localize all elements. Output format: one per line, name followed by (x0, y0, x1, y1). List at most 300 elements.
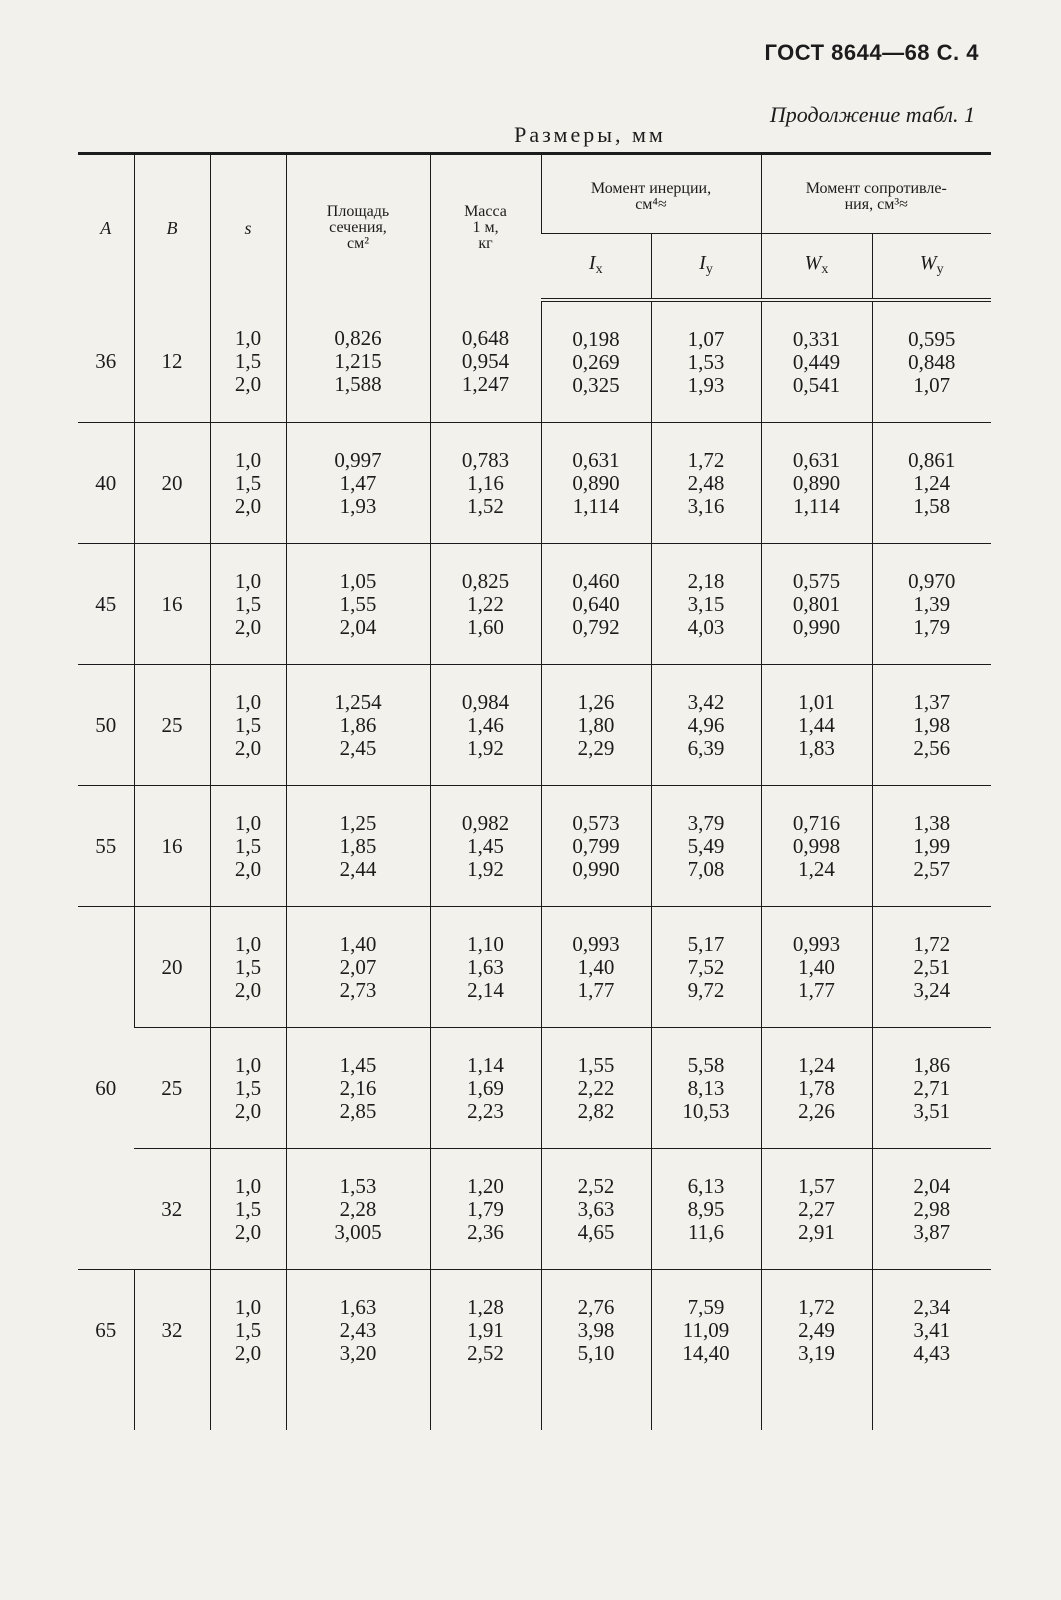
cell-s-value: 1,5 (234, 591, 262, 616)
cell-s (210, 1270, 286, 1391)
cell-area-value: 1,53 (339, 1173, 377, 1198)
cell-A: 55 (78, 786, 134, 907)
table-body (78, 300, 991, 1430)
cell-Wy (872, 665, 991, 786)
cell-Wy (872, 1149, 991, 1270)
cell-Wy-value: 0,848 (908, 349, 956, 374)
cell-Iy-value: 2,18 (687, 568, 725, 593)
cell-Wy-value: 4,43 (913, 1340, 951, 1365)
cell-Wx-value: 2,49 (798, 1317, 835, 1342)
cell-area-value: 1,93 (339, 493, 377, 518)
table-row (78, 300, 991, 423)
cell-B: 16 (134, 786, 210, 907)
cell-Iy-value: 8,95 (687, 1196, 725, 1221)
table-wrapper (78, 152, 991, 1430)
cell-area-value: 1,47 (339, 470, 377, 495)
cell-mass-value: 1,79 (467, 1196, 504, 1221)
cell-mass-value: 1,69 (467, 1075, 504, 1100)
cell-area (286, 300, 430, 423)
cell-s-value: 2,0 (234, 614, 262, 639)
cell-Iy-value: 3,42 (687, 689, 725, 714)
cell-Iy (651, 665, 761, 786)
document-header: ГОСТ 8644—68 С. 4 (764, 40, 979, 65)
cell-Wy-value: 1,79 (913, 614, 951, 639)
cell-Iy-value: 14,40 (682, 1340, 730, 1365)
cell-mass-value: 0,984 (461, 689, 510, 714)
cell-Iy (651, 1270, 761, 1391)
cell-Wx-value: 0,990 (792, 614, 841, 639)
cell-area-value: 1,86 (339, 712, 377, 737)
cell-Wx-value: 1,44 (798, 712, 835, 737)
cell-Wx-value: 2,91 (798, 1219, 835, 1244)
cell-Wx (761, 665, 872, 786)
cell-Wy-value: 1,39 (913, 591, 951, 616)
cell-Iy-value: 3,79 (687, 810, 725, 835)
cell-Wy (872, 423, 991, 544)
cell-s-value: 1,0 (234, 1294, 262, 1319)
blank-cell (541, 1390, 651, 1430)
cell-Wy (872, 907, 991, 1028)
col-header-inertia-line1: Момент инерции, (590, 180, 712, 197)
cell-area-value: 1,85 (339, 833, 377, 858)
cell-Ix (541, 1028, 651, 1149)
cell-Wx-value: 0,993 (792, 931, 841, 956)
cell-mass-value: 2,36 (467, 1219, 504, 1244)
cell-Wx-value: 2,26 (798, 1098, 835, 1123)
cell-Wx (761, 300, 872, 423)
cell-Wy-value: 3,24 (913, 977, 951, 1002)
cell-s (210, 423, 286, 544)
col-header-inertia-line2: см⁴≈ (635, 196, 667, 213)
col-header-Ix-main: I (588, 251, 596, 274)
col-header-resistance-line2: ния, см³≈ (844, 196, 908, 213)
cell-s-value: 1,5 (234, 833, 262, 858)
cell-Ix (541, 786, 651, 907)
cell-s (210, 544, 286, 665)
cell-s-value: 1,0 (234, 810, 262, 835)
cell-mass-value: 1,16 (467, 470, 504, 495)
col-header-area-line1: Площадь (326, 202, 390, 220)
cell-Ix-value: 5,10 (577, 1340, 615, 1365)
col-header-mass-line3: кг (478, 234, 493, 252)
cell-Wx-value: 3,19 (798, 1340, 835, 1365)
cell-mass (430, 1149, 541, 1270)
table-row (78, 786, 991, 907)
cell-A: 60 (78, 907, 134, 1270)
col-header-B: B (134, 154, 210, 301)
cell-area (286, 1270, 430, 1391)
cell-Ix (541, 300, 651, 423)
cell-s-value: 2,0 (234, 856, 262, 881)
cell-Wy-value: 1,38 (913, 810, 951, 835)
col-header-inertia (541, 154, 761, 234)
cell-s-value: 1,0 (234, 325, 262, 350)
cell-Ix-value: 3,63 (577, 1196, 615, 1221)
cell-A: 45 (78, 544, 134, 665)
cell-mass (430, 1028, 541, 1149)
blank-cell (78, 1390, 134, 1430)
cell-Wy-value: 0,970 (908, 568, 956, 593)
table-continuation-note: Продолжение табл. 1 (769, 102, 975, 127)
cell-Wy-value: 0,861 (908, 447, 956, 472)
cell-s-value: 2,0 (234, 493, 262, 518)
cell-Iy (651, 300, 761, 423)
cell-s (210, 1149, 286, 1270)
cell-Iy-value: 11,09 (682, 1317, 730, 1342)
cell-mass-value: 1,247 (461, 371, 510, 396)
cell-Ix (541, 665, 651, 786)
cell-Ix-value: 0,799 (572, 833, 620, 858)
cell-s-value: 1,0 (234, 1173, 262, 1198)
cell-Iy-value: 3,16 (687, 493, 725, 518)
cell-Wx-value: 0,575 (792, 568, 841, 593)
cell-B: 12 (134, 300, 210, 423)
col-header-Ix (541, 234, 651, 301)
cell-mass-value: 1,92 (467, 735, 504, 760)
cell-Wy-value: 2,34 (913, 1294, 951, 1319)
cell-Wy (872, 786, 991, 907)
cell-Iy-value: 6,39 (687, 735, 725, 760)
cell-s (210, 907, 286, 1028)
cell-s-value: 2,0 (234, 1098, 262, 1123)
cell-Wy (872, 300, 991, 423)
col-header-Ix-sub: x (595, 261, 603, 277)
cell-Ix-value: 0,573 (572, 810, 620, 835)
cell-Iy-value: 1,07 (687, 326, 725, 351)
col-header-area-line2: сечения, (329, 218, 387, 236)
cell-mass-value: 1,10 (467, 931, 504, 956)
cell-Wy-value: 1,86 (913, 1052, 951, 1077)
cell-Iy-value: 1,72 (687, 447, 725, 472)
cell-B: 32 (134, 1270, 210, 1391)
cell-Wy-value: 1,37 (913, 689, 951, 714)
cell-area-value: 2,07 (339, 954, 377, 979)
cell-Wx-value: 1,01 (798, 689, 835, 714)
cell-mass-value: 1,20 (467, 1173, 504, 1198)
cell-area (286, 907, 430, 1028)
cell-area-value: 0,826 (334, 325, 382, 350)
col-header-mass-line1: Масса (464, 202, 507, 220)
cell-Iy-value: 11,6 (688, 1219, 724, 1244)
cell-Wx-value: 0,801 (792, 591, 841, 616)
cell-Ix-value: 0,993 (572, 931, 620, 956)
cell-A: 50 (78, 665, 134, 786)
cell-Wx-value: 0,998 (792, 833, 841, 858)
cell-s-value: 2,0 (234, 371, 262, 396)
cell-Ix-value: 2,82 (577, 1098, 615, 1123)
cell-Ix-value: 1,26 (577, 689, 615, 714)
cell-s-value: 2,0 (234, 977, 262, 1002)
cell-Ix-value: 1,40 (577, 954, 615, 979)
cell-Ix-value: 1,55 (577, 1052, 615, 1077)
cell-B: 32 (134, 1149, 210, 1270)
cell-Wx-value: 1,24 (798, 1052, 835, 1077)
cell-area-value: 3,20 (339, 1340, 377, 1365)
cell-Wx-value: 0,331 (792, 326, 841, 351)
cell-Ix-value: 0,890 (572, 470, 620, 495)
cell-mass-value: 1,60 (467, 614, 504, 639)
cell-mass-value: 0,954 (461, 348, 510, 373)
cell-Wx-value: 0,716 (792, 810, 841, 835)
cell-mass-value: 0,783 (461, 447, 510, 472)
table-row (78, 1149, 991, 1270)
cell-B: 20 (134, 907, 210, 1028)
cell-A: 36 (95, 348, 117, 373)
cell-Wy (872, 1028, 991, 1149)
cell-mass-value: 1,22 (467, 591, 504, 616)
cell-Wx (761, 1028, 872, 1149)
cell-area-value: 2,44 (339, 856, 377, 881)
col-header-Iy-main: I (699, 251, 706, 274)
cell-Ix-value: 0,460 (572, 568, 620, 593)
cell-mass-value: 1,92 (467, 856, 504, 881)
col-header-area-line3: см² (346, 234, 370, 252)
cell-Ix-value: 0,792 (572, 614, 620, 639)
cell-Wx-value: 1,57 (798, 1173, 835, 1198)
blank-cell (286, 1390, 430, 1430)
cell-area (286, 665, 430, 786)
cell-area-value: 1,45 (339, 1052, 377, 1077)
cell-Wx-value: 0,449 (792, 349, 841, 374)
col-header-area (286, 154, 430, 301)
cell-Iy (651, 423, 761, 544)
cell-Wy-value: 1,72 (913, 931, 951, 956)
col-header-Wx-sub: x (821, 261, 829, 277)
cell-area-value: 2,73 (339, 977, 377, 1002)
table-caption: Размеры, мм (514, 122, 666, 147)
blank-cell (134, 1390, 210, 1430)
cell-mass (430, 300, 541, 423)
cell-Wx-value: 1,77 (798, 977, 835, 1002)
cell-Ix-value: 2,29 (577, 735, 615, 760)
cell-Wx (761, 907, 872, 1028)
cell-Ix-value: 1,114 (572, 493, 620, 518)
cell-Wx-value: 0,890 (792, 470, 841, 495)
cell-area-value: 2,45 (339, 735, 377, 760)
cell-s-value: 1,5 (234, 1196, 262, 1221)
cell-Wx-value: 0,631 (792, 447, 841, 472)
cell-mass (430, 544, 541, 665)
cell-mass-value: 1,63 (467, 954, 504, 979)
cell-Wx-value: 0,541 (792, 372, 841, 397)
cell-Iy (651, 1149, 761, 1270)
col-header-resistance (761, 154, 991, 234)
cell-Wy-value: 2,04 (913, 1173, 951, 1198)
cell-Wy-value: 0,595 (908, 326, 956, 351)
col-header-Iy (651, 234, 761, 301)
cell-mass-value: 1,91 (467, 1317, 504, 1342)
cell-Iy-value: 6,13 (687, 1173, 725, 1198)
cell-Wx (761, 1149, 872, 1270)
cell-Wy-value: 2,98 (913, 1196, 951, 1221)
cell-Wx (761, 786, 872, 907)
col-header-A: A (78, 154, 134, 301)
col-header-mass (430, 154, 541, 301)
col-header-resistance-line1: Момент сопротивле- (805, 180, 947, 197)
cell-Iy (651, 1028, 761, 1149)
cell-B: 20 (134, 423, 210, 544)
cell-area-value: 3,005 (334, 1219, 382, 1244)
col-header-Wy-main: W (919, 251, 937, 274)
cell-Ix-value: 0,640 (572, 591, 620, 616)
cell-Wy (872, 1270, 991, 1391)
cell-Ix-value: 0,631 (572, 447, 620, 472)
cell-area-value: 1,25 (339, 810, 377, 835)
col-header-s: s (210, 154, 286, 301)
cell-Wx-value: 1,72 (798, 1294, 835, 1319)
cell-area-value: 2,16 (339, 1075, 377, 1100)
cell-Wy-value: 2,56 (913, 735, 951, 760)
cell-s-value: 1,5 (234, 470, 262, 495)
cell-Wy-value: 3,41 (913, 1317, 951, 1342)
cell-Wy-value: 2,71 (913, 1075, 951, 1100)
col-header-Wx (761, 234, 872, 301)
cell-Iy-value: 2,48 (687, 470, 725, 495)
cell-Wx-value: 1,78 (798, 1075, 835, 1100)
cell-mass (430, 786, 541, 907)
blank-cell (210, 1390, 286, 1430)
cell-s-value: 2,0 (234, 1219, 262, 1244)
cell-Ix (541, 1270, 651, 1391)
blank-cell (872, 1390, 991, 1430)
cell-area (286, 423, 430, 544)
cell-Iy-value: 5,58 (687, 1052, 725, 1077)
cell-mass-value: 0,648 (461, 325, 510, 350)
cell-mass-value: 0,982 (461, 810, 510, 835)
cell-Ix-value: 0,990 (572, 856, 620, 881)
table-row (78, 665, 991, 786)
cell-area-value: 1,40 (339, 931, 377, 956)
cell-mass-value: 2,23 (467, 1098, 504, 1123)
cell-Iy-value: 3,15 (687, 591, 725, 616)
cell-Ix (541, 423, 651, 544)
cell-Wy-value: 1,58 (913, 493, 951, 518)
cell-Wy-value: 1,99 (913, 833, 951, 858)
cell-Ix (541, 544, 651, 665)
table-row (78, 1270, 991, 1391)
cell-A: 65 (78, 1270, 134, 1391)
cell-mass-value: 1,46 (467, 712, 504, 737)
cell-B: 25 (134, 1028, 210, 1149)
cell-mass-value: 1,45 (467, 833, 504, 858)
col-header-mass-line2: 1 м, (472, 218, 499, 236)
cell-Iy-value: 7,52 (687, 954, 725, 979)
cell-Iy-value: 4,03 (687, 614, 725, 639)
cell-mass-value: 1,28 (467, 1294, 504, 1319)
cell-Ix-value: 3,98 (577, 1317, 615, 1342)
cell-Ix-value: 0,198 (572, 326, 620, 351)
blank-cell (761, 1390, 872, 1430)
cell-s-value: 1,5 (234, 1075, 262, 1100)
cell-s (210, 786, 286, 907)
cell-Wy-value: 2,51 (913, 954, 951, 979)
cell-Iy (651, 544, 761, 665)
cell-Wx-value: 1,83 (798, 735, 835, 760)
col-header-Iy-sub: y (705, 261, 713, 277)
cell-B: 25 (134, 665, 210, 786)
cell-s-value: 1,5 (234, 954, 262, 979)
dimensions-table (78, 152, 991, 1430)
cell-s (210, 665, 286, 786)
cell-Wy-value: 1,07 (913, 372, 951, 397)
cell-area-value: 1,254 (334, 689, 382, 714)
cell-Iy (651, 907, 761, 1028)
cell-s-value: 1,5 (234, 712, 262, 737)
cell-s-value: 1,0 (234, 931, 262, 956)
blank-cell (651, 1390, 761, 1430)
blank-cell (430, 1390, 541, 1430)
cell-Wx-value: 1,40 (798, 954, 835, 979)
cell-Iy-value: 5,49 (687, 833, 725, 858)
cell-Ix-value: 4,65 (577, 1219, 615, 1244)
cell-Wy-value: 2,57 (913, 856, 951, 881)
cell-Ix-value: 2,76 (577, 1294, 615, 1319)
cell-Iy-value: 1,93 (687, 372, 725, 397)
cell-mass-value: 2,14 (467, 977, 504, 1002)
cell-area-value: 2,04 (339, 614, 377, 639)
cell-Ix-value: 0,269 (572, 349, 620, 374)
table-row (78, 423, 991, 544)
cell-area-value: 1,588 (334, 371, 382, 396)
cell-Iy-value: 5,17 (687, 931, 725, 956)
cell-Iy-value: 10,53 (682, 1098, 730, 1123)
cell-Ix (541, 907, 651, 1028)
cell-mass (430, 423, 541, 544)
cell-Wy-value: 1,98 (913, 712, 951, 737)
cell-Wx-value: 2,27 (798, 1196, 835, 1221)
cell-area (286, 786, 430, 907)
cell-mass (430, 665, 541, 786)
cell-Ix-value: 1,80 (577, 712, 615, 737)
cell-mass (430, 1270, 541, 1391)
table-row (78, 544, 991, 665)
cell-area (286, 1149, 430, 1270)
cell-area (286, 1028, 430, 1149)
cell-Iy (651, 786, 761, 907)
cell-s-value: 2,0 (234, 1340, 262, 1365)
cell-s-value: 1,0 (234, 1052, 262, 1077)
cell-area-value: 2,85 (339, 1098, 377, 1123)
cell-B: 16 (134, 544, 210, 665)
table-row (78, 1028, 991, 1149)
table-row-blank (78, 1390, 991, 1430)
cell-area-value: 1,55 (339, 591, 377, 616)
cell-Iy-value: 7,08 (687, 856, 725, 881)
cell-Iy-value: 7,59 (687, 1294, 725, 1319)
col-header-Wy (872, 234, 991, 301)
cell-area-value: 1,63 (339, 1294, 377, 1319)
cell-area-value: 0,997 (334, 447, 382, 472)
cell-s-value: 1,5 (234, 1317, 262, 1342)
cell-s-value: 1,0 (234, 447, 262, 472)
cell-Wx (761, 544, 872, 665)
cell-Ix-value: 2,52 (577, 1173, 615, 1198)
cell-Wy (872, 544, 991, 665)
cell-mass-value: 0,825 (461, 568, 510, 593)
cell-area-value: 2,43 (339, 1317, 377, 1342)
cell-Iy-value: 9,72 (687, 977, 725, 1002)
cell-Ix-value: 1,77 (577, 977, 615, 1002)
cell-Wy-value: 1,24 (913, 470, 951, 495)
cell-mass-value: 1,52 (467, 493, 504, 518)
cell-Ix (541, 1149, 651, 1270)
cell-area-value: 1,215 (334, 348, 382, 373)
cell-Wy-value: 3,87 (913, 1219, 951, 1244)
cell-s-value: 1,0 (234, 568, 262, 593)
cell-mass (430, 907, 541, 1028)
cell-area-value: 1,05 (339, 568, 377, 593)
cell-area (286, 544, 430, 665)
